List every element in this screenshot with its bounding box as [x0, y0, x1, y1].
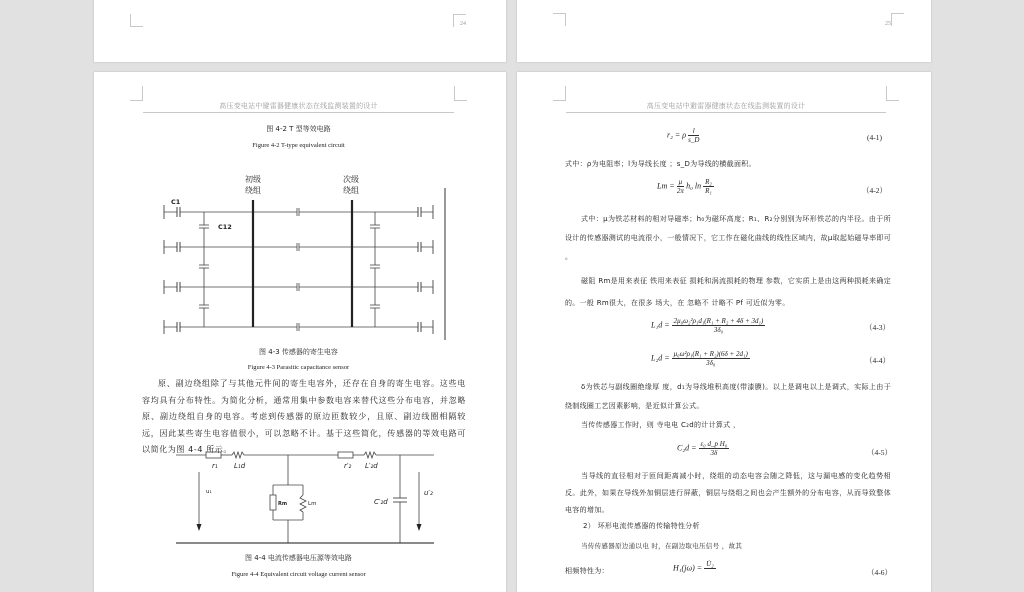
page-24-bottom — [94, 0, 506, 62]
svg-text:u′₂: u′₂ — [424, 489, 433, 497]
svg-text:r₁: r₁ — [212, 462, 218, 470]
svg-text:绕组: 绕组 — [245, 186, 261, 195]
page-25-bottom — [517, 0, 931, 62]
equation-4-1: r₂ = ρ $\frac{l}{s\_D}$ — [667, 127, 700, 144]
equation-4-3: L₁d = $\frac{\text{2μ₀ω₂²ρ₁d₁(R₁ + R₂ + 4δ + 3d₁)}}{\text{3δ₀}}$ — [651, 317, 764, 334]
equation-4-5: C₂d = $\frac{\text{ε₀ d\_p H₀}}{3\delta}$ — [677, 440, 728, 457]
svg-text:C′₂d: C′₂d — [374, 498, 388, 506]
figure-4-3-caption-cn: 图 4-3 传感器的寄生电容 — [259, 348, 338, 356]
page-number: 25 — [885, 21, 891, 27]
c12-label: C12 — [218, 223, 232, 231]
svg-text:Rm: Rm — [278, 501, 288, 507]
phase-label: 相频特性为： — [565, 567, 609, 575]
figure-4-3-caption-en: Figure 4-3 Parasitic capacitance sensor — [247, 364, 350, 371]
paragraph-mu: 式中：μ为铁芯材料的相对导磁率；h₀为磁环高度；R₁、R₂分别别为环形铁芯的内半径。由于所设计的传感器测试的电流很小，一般情况下，它工作在磁化曲线的线性区域内，故μ取起始磁导率即可 。 — [565, 215, 891, 261]
crop-mark — [886, 86, 899, 101]
equation-number: （4-2） — [862, 186, 887, 195]
paragraph-transfer: 当传传感器原边通以电 时，在副边取电压信号 ，故其 — [581, 542, 743, 550]
running-header: 高压变电站中避雷器健康状态在线监测装置的设计 — [219, 102, 378, 110]
paragraph-c2d: 当传传感器工作时，则 寺电电 C₂d的计计算式 ， — [581, 421, 741, 429]
figure-4-4-caption-en: Figure 4-4 Equivalent circuit voltage current sensor — [231, 571, 366, 578]
paragraph-wire: 当导线的直径相对于匝间距离减小时，绕组的动态电容会随之降低，这与漏电感的变化趋势相反。此外，如果在导线外加铜层进行屏蔽，铜层与绕组之间也会产生额外的分布电容，从而导致整体电容的增加。 — [565, 472, 891, 514]
crop-mark — [553, 86, 566, 101]
c1-label: C1 — [171, 198, 181, 206]
equation-4-6: H₁(jω) = U̇₂ — [673, 560, 714, 573]
header-rule — [143, 112, 454, 113]
running-header: 高压变电站中避雷器健康状态在线监测装置的设计 — [646, 102, 806, 110]
page-left — [94, 72, 506, 592]
equation-number: (4-1) — [867, 133, 882, 142]
subheading-transfer: 2） 环形电流传感器的传输特性分析 — [583, 522, 700, 530]
crop-mark — [130, 14, 143, 27]
secondary-winding-label: 次级 — [343, 175, 359, 184]
figure-4-3-diagram — [156, 170, 456, 340]
page-right — [517, 72, 931, 592]
svg-text:L′₂d: L′₂d — [365, 462, 378, 470]
figure-4-2-caption-en: Figure 4-2 T-type equivalent circuit — [252, 142, 345, 149]
paragraph-delta: δ为铁芯与副线圈绝缘厚 度，d₁为导线堆积高度(带漆膜)。以上是调电以上是调式，实际上由于绕制线圈工艺因素影响，是近似计算公式。 — [565, 383, 891, 410]
equation-number: （4-3） — [865, 323, 890, 332]
paragraph-rm: 磁阻 Rm是用来表征 铁用来表征 损耗和涡流损耗的物理 参数，它实质上是由这两种损耗来确定的。一般 Rm很大，在很多 场大，在 忽略不 计略不 Pf 可近似为零。 — [565, 277, 891, 307]
svg-text:Lm: Lm — [308, 501, 317, 507]
header-rule — [566, 112, 886, 113]
svg-text:r′₂: r′₂ — [344, 462, 352, 470]
equation-number: （4-4） — [865, 356, 890, 365]
svg-text:绕组: 绕组 — [343, 186, 359, 195]
crop-mark — [454, 86, 467, 101]
svg-text:L₁d: L₁d — [234, 462, 246, 470]
figure-4-4-diagram — [174, 450, 434, 550]
svg-text:u₁: u₁ — [206, 489, 212, 495]
figure-4-2-caption-cn: 图 4-2 T 型等效电路 — [266, 125, 331, 133]
figure-4-4-caption-cn: 图 4-4 电流传感器电压源等效电路 — [245, 554, 352, 562]
text-after-eq-4-1: 式中：ρ为电阻率；l为导线长度 ；s_D为导线的横截面积。 — [565, 160, 756, 168]
equation-number: （4-5） — [867, 448, 892, 457]
equation-4-4: L₂d = $\frac{\text{μ₀ω²ρ₁(R₁ + R₂)(6δ + 2d₁)}}{\text{3δ₀}}$ — [651, 350, 748, 367]
equation-number: （4-6） — [867, 568, 892, 577]
primary-winding-label: 初级 — [245, 175, 261, 184]
crop-mark — [553, 13, 566, 26]
crop-mark — [130, 86, 143, 101]
crop-mark — [891, 13, 904, 26]
paragraph-parasitic: 原、副边绕组除了与其他元件间的寄生电容外，还存在自身的寄生电容。这些电容均具有分布特性。为简化分析，通常用集中参数电容来替代这些分布电容，并忽略原、副边绕组自身的电容。考虑到传感器的原边匝数较少，且原、副边线圈相隔较远，因此某些寄生电容值很小，可以忽略不计。基于这些简化，传感器的等效电路可以简化为图 4-4 所示。 — [142, 379, 466, 454]
equation-4-2: Lm = $\frac{\mu}{2\pi}$ h₀ ln $\frac{\text{R₂}}{\text{R₁}}$ — [657, 178, 712, 195]
page-number: 24 — [460, 21, 466, 27]
